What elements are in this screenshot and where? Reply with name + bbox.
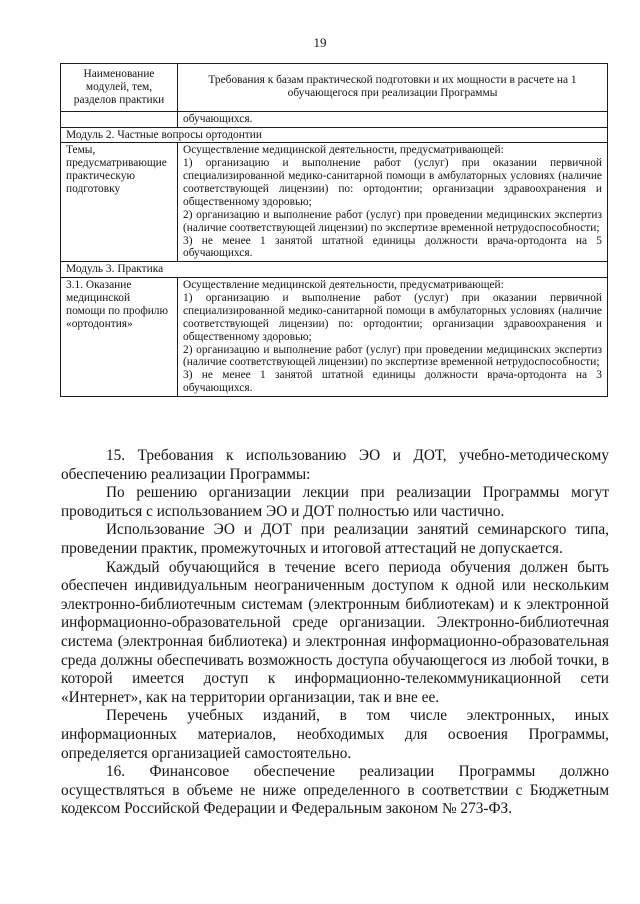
module-3-title-row: [61, 262, 608, 278]
paragraph-access: Каждый обучающийся в течение всего периода обучения должен быть обеспечен индивидуальным неограниченным доступом к одной или нескольким электронно-библиотечным системам (электронным библиотекам) и к электронной информационно-образовательной среде организации. Электронно-библиотечная система (электронная библиотека) и электронная информационно-образовательная среда должны обеспечивать возможность доступа обучающегося из любой точки, в которой имеется доступ к информационно-телекоммуникационной сети «Интернет», как на территории организации, так и вне ее.: [61, 558, 609, 706]
paragraph-publications: Перечень учебных изданий, в том числе электронных, иных информационных материалов, необходимых для освоения Программы, определяется организацией самостоятельно.: [61, 707, 609, 762]
module-2-item-1: 1) организацию и выполнение работ (услуг) при оказании первичной специализированной медико-санитарной помощи в амбулаторных условиях (наличие соответствующей лицензии) по: ортодонтии; организации здравоохранения и общественному здоровью;: [183, 157, 602, 208]
module-3-intro: Осуществление медицинской деятельности, предусматривающей:: [183, 279, 504, 292]
module-3-requirements-cell: [178, 278, 608, 397]
module-2-requirements-cell: [178, 143, 608, 262]
module-2-row: [61, 143, 608, 262]
paragraph-16: 16. Финансовое обеспечение реализации Программы должно осуществляться в объеме не ниже определенного в соответствии с Бюджетным кодексом Российской Федерации и Федеральным законом № 273-ФЗ.: [61, 763, 609, 818]
module-2-item-2: 2) организацию и выполнение работ (услуг) при проведении медицинских экспертиз (наличие соответствующей лицензии) по экспертизе временной нетрудоспособности;: [183, 208, 602, 234]
table-cell-empty: [61, 111, 178, 127]
module-2-intro: Осуществление медицинской деятельности, предусматривающей:: [183, 144, 504, 157]
paragraph-lectures: По решению организации лекции при реализации Программы могут проводиться с использованием ЭО и ДОТ полностью или частично.: [61, 484, 609, 520]
page-number: 19: [313, 35, 327, 50]
header-requirements: Требования к базам практической подготовки и их мощности в расчете на 1 обучающегося при реализации Программы: [178, 64, 608, 112]
module-3-item-3: 3) не менее 1 занятой штатной единицы должности врача-ортодонта на 3 обучающихся.: [183, 369, 602, 395]
module-2-title: Модуль 2. Частные вопросы ортодонтии: [61, 127, 608, 143]
module-2-left-cell: Темы, предусматривающие практическую подготовку: [61, 143, 178, 262]
table-row: [61, 111, 608, 127]
module-3-row: [61, 278, 608, 397]
header-modules: Наименование модулей, тем, разделов практики: [61, 64, 178, 112]
module-3-title: Модуль 3. Практика: [61, 262, 608, 278]
table-cell-carryover: обучающихся.: [178, 111, 608, 127]
module-3-item-2: 2) организацию и выполнение работ (услуг) при проведении медицинских экспертиз (наличие соответствующей лицензии) по экспертизе временной нетрудоспособности;: [183, 343, 602, 369]
paragraph-15: 15. Требования к использованию ЭО и ДОТ, учебно-методическому обеспечению реализации Программы:: [61, 447, 609, 483]
module-3-left-cell: 3.1. Оказание медицинской помощи по профилю «ортодонтия»: [61, 278, 178, 397]
requirements-table: [60, 63, 608, 397]
module-2-title-row: [61, 127, 608, 143]
paragraph-seminars: Использование ЭО и ДОТ при реализации занятий семинарского типа, проведении практик, промежуточных и итоговой аттестаций не допускается.: [61, 521, 609, 557]
module-3-item-1: 1) организацию и выполнение работ (услуг) при оказании первичной специализированной медико-санитарной помощи в амбулаторных условиях (наличие соответствующей лицензии) по: ортодонтии; организации здравоохранения и общественному здоровью;: [183, 292, 602, 343]
module-2-item-3: 3) не менее 1 занятой штатной единицы должности врача-ортодонта на 5 обучающихся.: [183, 234, 602, 260]
table-header-row: [61, 64, 608, 112]
body-text: [61, 447, 609, 819]
